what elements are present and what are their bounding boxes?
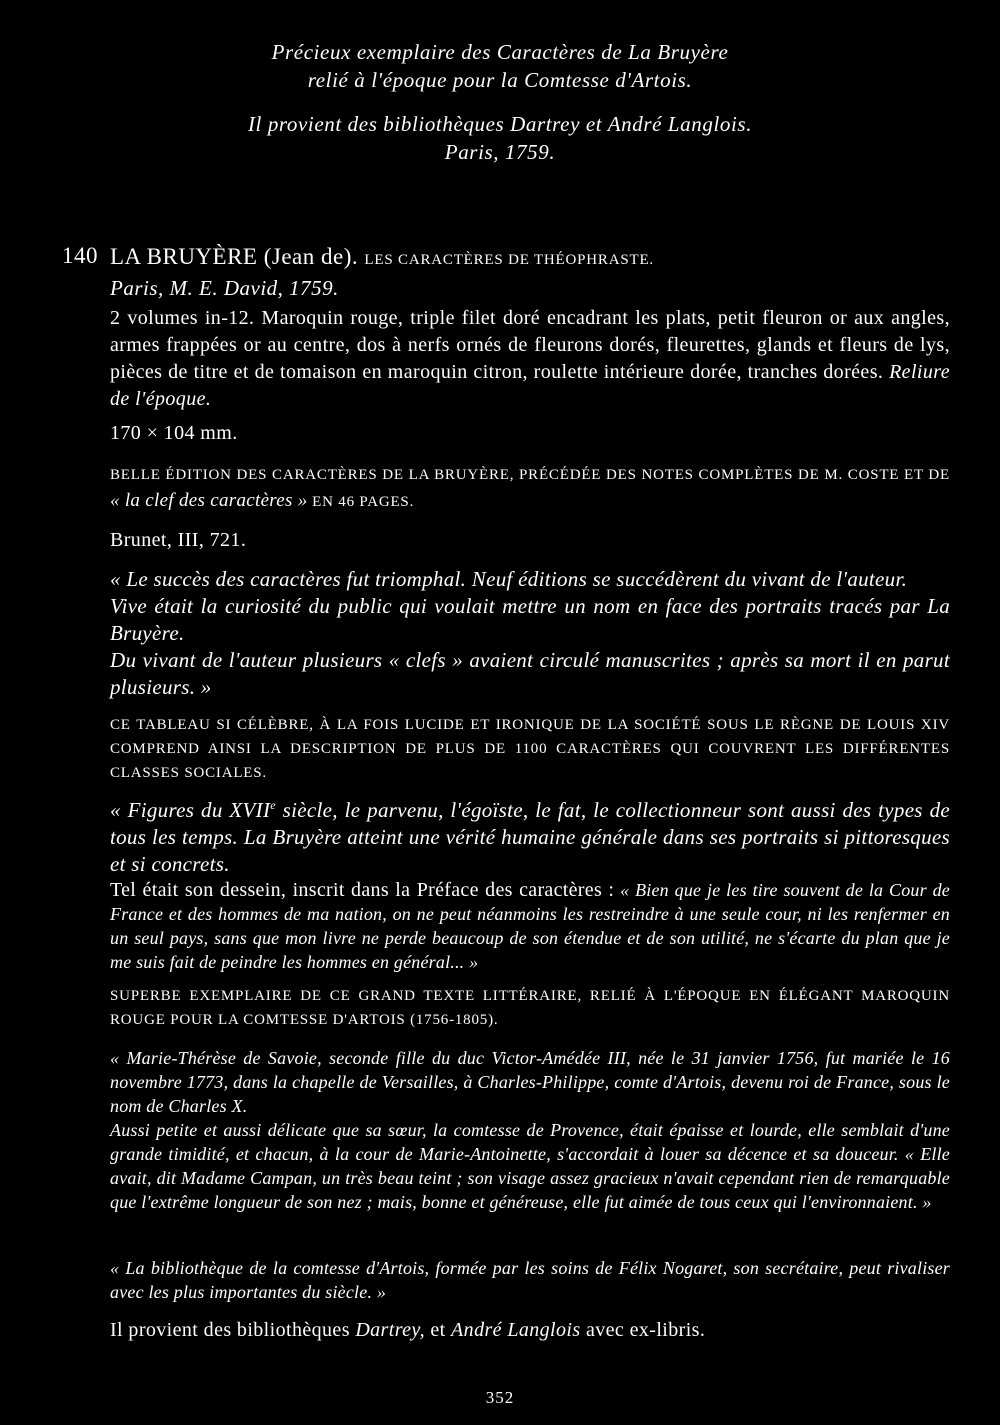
quote-paragraph: Vive était la curiosité du public qui voulait mettre un nom en face des portraits tracés par La Bruyère. bbox=[110, 594, 950, 645]
bibliographic-reference: Brunet, III, 721. bbox=[110, 529, 247, 551]
quote-success bbox=[110, 566, 950, 701]
edition-note-text: BELLE ÉDITION DES CARACTÈRES DE LA BRUYÈRE, PRÉCÉDÉE DES NOTES COMPLÈTES DE M. COSTE ET DE bbox=[110, 467, 950, 483]
quote-paragraph bbox=[110, 878, 950, 974]
quote-text: siècle, le parvenu, l'égoïste, le fat, le collectionneur sont aussi des types de tous les temps. La Bruyère atteint une vérité humaine générale dans ses portraits si pittoresques et si concrets. bbox=[110, 798, 950, 876]
lot-imprint: Paris, M. E. David, 1759. bbox=[110, 276, 339, 300]
description-text: 2 volumes in-12. Maroquin rouge, triple filet doré encadrant les plats, petit fleuron or aux angles, armes frappées or au centre, dos à nerfs ornés de fleurons dorés, fleurettes, glands et fleurs de lys, pièces de titre et de tomaison en maroquin citron, roulette intérieure dorée, tranches dorées. bbox=[110, 307, 950, 383]
quote-text: « Figures du XVII bbox=[110, 798, 271, 822]
quote-paragraph: « La bibliothèque de la comtesse d'Artois, formée par les soins de Félix Nogaret, son secrétaire, peut rivaliser avec les plus importantes du siècle. » bbox=[110, 1258, 950, 1302]
binding-note: Reliure de l'époque. bbox=[110, 361, 950, 410]
quote-paragraph: « Marie-Thérèse de Savoie, seconde fille du duc Victor-Amédée III, née le 31 janvier 1756, fut mariée le 16 novembre 1773, dans la chapelle de Versailles, à Charles-Philippe, comte d'Artois, devenu roi de France, sous le nom de Charles X. bbox=[110, 1048, 950, 1116]
provenance-text: Il provient des bibliothèques bbox=[110, 1319, 350, 1341]
lot-description bbox=[110, 305, 950, 413]
intro-line: Il provient des bibliothèques Dartrey et André Langlois. bbox=[247, 112, 753, 136]
provenance bbox=[110, 1317, 950, 1344]
quote-bibliotheque bbox=[110, 1256, 950, 1304]
intro-heading bbox=[0, 38, 1000, 94]
quote-marie-therese bbox=[110, 1046, 950, 1214]
edition-note-pages: EN 46 PAGES. bbox=[312, 494, 415, 510]
provenance-text: avec ex-libris. bbox=[585, 1319, 706, 1341]
edition-note bbox=[110, 462, 950, 515]
lot-title: LES CARACTÈRES DE THÉOPHRASTE. bbox=[364, 252, 654, 268]
lot-heading bbox=[110, 243, 950, 302]
intro-line: Précieux exemplaire des Caractères de La Bruyère bbox=[271, 40, 729, 64]
intro-line: Paris, 1759. bbox=[444, 140, 556, 164]
superbe-note: SUPERBE EXEMPLAIRE DE CE GRAND TEXTE LITTÉRAIRE, RELIÉ À L'ÉPOQUE EN ÉLÉGANT MAROQUIN ROUGE POUR LA COMTESSE D'ARTOIS (1756-1805). bbox=[110, 988, 950, 1028]
dimensions: 170 × 104 mm. bbox=[110, 422, 238, 444]
quote-paragraph bbox=[110, 792, 950, 878]
lot-number: 140 bbox=[62, 243, 98, 268]
quote-figures bbox=[110, 792, 950, 974]
provenance-langlois: André Langlois bbox=[451, 1319, 581, 1341]
tableau-note: CE TABLEAU SI CÉLÈBRE, À LA FOIS LUCIDE ET IRONIQUE DE LA SOCIÉTÉ SOUS LE RÈGNE DE LOUIS XIV COMPREND AINSI LA DESCRIPTION DE PLUS DE 1100 CARACTÈRES QUI COUVRENT LES DIFFÉRENTES CLASSES SOCIALES. bbox=[110, 717, 950, 781]
provenance-dartrey: Dartrey, bbox=[355, 1319, 425, 1341]
lot-author: LA BRUYÈRE (Jean de). bbox=[110, 244, 359, 269]
quote-paragraph: « Le succès des caractères fut triomphal. Neuf éditions se succédèrent du vivant de l'auteur. bbox=[110, 567, 908, 591]
page-number: 352 bbox=[485, 1388, 515, 1407]
quote-paragraph: Du vivant de l'auteur plusieurs « clefs » avaient circulé manuscrites ; après sa mort il en parut plusieurs. » bbox=[110, 648, 950, 699]
preface-lead: Tel était son dessein, inscrit dans la Préface des caractères : bbox=[110, 879, 615, 901]
intro-line: relié à l'époque pour la Comtesse d'Artois. bbox=[307, 68, 693, 92]
superscript: e bbox=[270, 798, 276, 812]
intro-provenance bbox=[0, 110, 1000, 166]
preface-quote: « Bien que je les tire souvent de la Cour de France et des hommes de ma nation, on ne peut néanmoins les restreindre à une seule cour, ni les renfermer en un seul pays, sans que mon livre ne perde beaucoup de son étendue et de son utilité, ne s'écarte du plan que je me suis fait de peindre les hommes en général... » bbox=[110, 880, 950, 972]
edition-note-clef: « la clef des caractères » bbox=[110, 490, 308, 511]
quote-paragraph: Aussi petite et aussi délicate que sa sœur, la comtesse de Provence, était épaisse et lourde, elle semblait d'une grande timidité, et chacun, à la cour de Marie-Antoinette, s'accordait à louer sa décence et sa douceur. « Elle avait, dit Madame Campan, un très beau teint ; son visage assez gracieux n'avait cependant rien de remarquable que l'extrême longueur de son nez ; mais, bonne et généreuse, elle fut aimée de tous ceux qui l'environnaient. » bbox=[110, 1120, 950, 1212]
provenance-text: et bbox=[430, 1319, 446, 1341]
